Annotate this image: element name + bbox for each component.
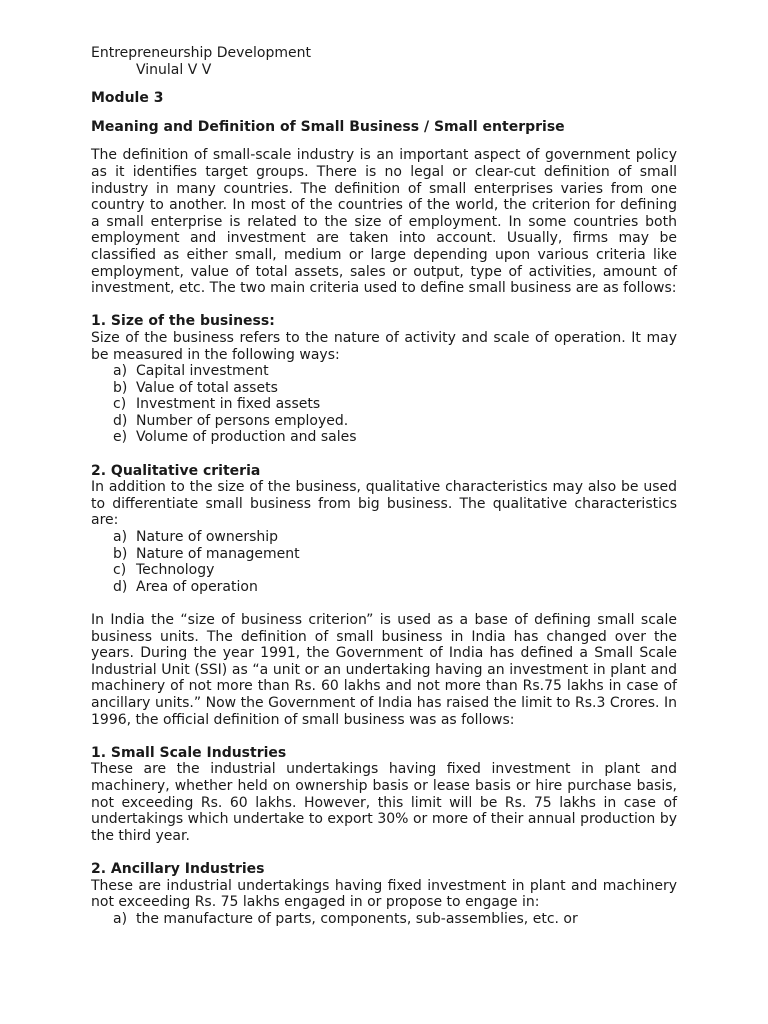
list-item-text: Volume of production and sales bbox=[136, 429, 357, 446]
intro-paragraph: The definition of small-scale industry is an important aspect of government policy as it identifies target groups. There is no legal or clear-cut definition of small industry in many countries. The definition of small enterprises varies from one country to another. In most of the countries of the world, the criterion for defining a small enterprise is related to the size of employment. In some countries both employment and investment are taken into account. Usually, firms may be classified as either small, medium or large depending upon various criteria like employment, value of total assets, sales or output, type of activities, amount of investment, etc. The two main criteria used to define small business are as follows: bbox=[91, 147, 677, 297]
list-item-text: Nature of ownership bbox=[136, 529, 279, 546]
small-scale-industries-text: These are the industrial undertakings having fixed investment in plant and machinery, whether held on ownership basis or lease basis or hire purchase basis, not exceeding Rs. 60 lakhs. However, this limit will be Rs. 75 lakhs in case of undertakings which undertake to export 30% or more of their annual production by the third year. bbox=[91, 761, 677, 844]
list-item bbox=[91, 546, 677, 563]
list-item-text: Area of operation bbox=[136, 578, 258, 595]
list-item bbox=[91, 579, 677, 596]
list-item-text: Capital investment bbox=[136, 363, 269, 380]
ancillary-industries-heading: 2. Ancillary Industries bbox=[91, 860, 265, 877]
list-item-text: Number of persons employed. bbox=[136, 412, 349, 429]
list-item-text: Nature of management bbox=[136, 545, 300, 562]
list-marker: d) bbox=[113, 578, 128, 595]
ancillary-list bbox=[91, 911, 677, 928]
section-title: Meaning and Definition of Small Business / Small enterprise bbox=[91, 118, 565, 135]
list-marker: a) bbox=[113, 363, 128, 380]
author-name: Vinulal V V bbox=[136, 61, 212, 78]
course-title: Entrepreneurship Development bbox=[91, 45, 311, 61]
size-of-business-section bbox=[91, 313, 677, 446]
list-item bbox=[91, 911, 677, 928]
qualitative-criteria-section bbox=[91, 463, 677, 596]
india-definition-paragraph: In India the “size of business criterion” is used as a base of defining small scale business units. The definition of small business in India has changed over the years. During the year 1991, the Government of India has defined a Small Scale Industrial Unit (SSI) as “a unit or an undertaking having an investment in plant and machinery of not more than Rs. 60 lakhs and not more than Rs.75 lakhs in case of ancillary units.” Now the Government of India has raised the limit to Rs.3 Crores. In 1996, the official definition of small business was as follows: bbox=[91, 612, 677, 728]
list-item bbox=[91, 529, 677, 546]
size-of-business-text: Size of the business refers to the nature of activity and scale of operation. It may be measured in the following ways: bbox=[91, 329, 677, 363]
list-marker: e) bbox=[113, 429, 128, 446]
list-marker: a) bbox=[113, 529, 128, 546]
list-item bbox=[91, 363, 677, 380]
list-item bbox=[91, 429, 677, 446]
list-marker: d) bbox=[113, 412, 128, 429]
ancillary-industries-text: These are industrial undertakings having fixed investment in plant and machinery not exceeding Rs. 75 lakhs engaged in or propose to engage in: bbox=[91, 877, 677, 911]
list-item bbox=[91, 380, 677, 397]
list-item-text: the manufacture of parts, components, sub-assemblies, etc. or bbox=[136, 910, 578, 927]
list-item bbox=[91, 562, 677, 579]
list-marker: c) bbox=[113, 396, 127, 413]
list-item-text: Value of total assets bbox=[136, 379, 278, 396]
document-page bbox=[91, 45, 677, 927]
list-item-text: Investment in fixed assets bbox=[136, 396, 321, 413]
list-item bbox=[91, 413, 677, 430]
size-of-business-heading: 1. Size of the business: bbox=[91, 313, 275, 330]
size-criteria-list bbox=[91, 363, 677, 446]
qualitative-criteria-list bbox=[91, 529, 677, 595]
ancillary-industries-section bbox=[91, 861, 677, 927]
module-heading: Module 3 bbox=[91, 90, 164, 107]
list-marker: c) bbox=[113, 562, 127, 579]
small-scale-industries-section bbox=[91, 745, 677, 845]
list-marker: a) bbox=[113, 910, 128, 927]
small-scale-industries-heading: 1. Small Scale Industries bbox=[91, 744, 287, 761]
list-marker: b) bbox=[113, 379, 128, 396]
list-marker: b) bbox=[113, 545, 128, 562]
list-item bbox=[91, 396, 677, 413]
qualitative-criteria-heading: 2. Qualitative criteria bbox=[91, 462, 261, 479]
list-item-text: Technology bbox=[136, 562, 215, 579]
qualitative-criteria-text: In addition to the size of the business, qualitative characteristics may also be used to differentiate small business from big business. The qualitative characteristics are: bbox=[91, 479, 677, 529]
